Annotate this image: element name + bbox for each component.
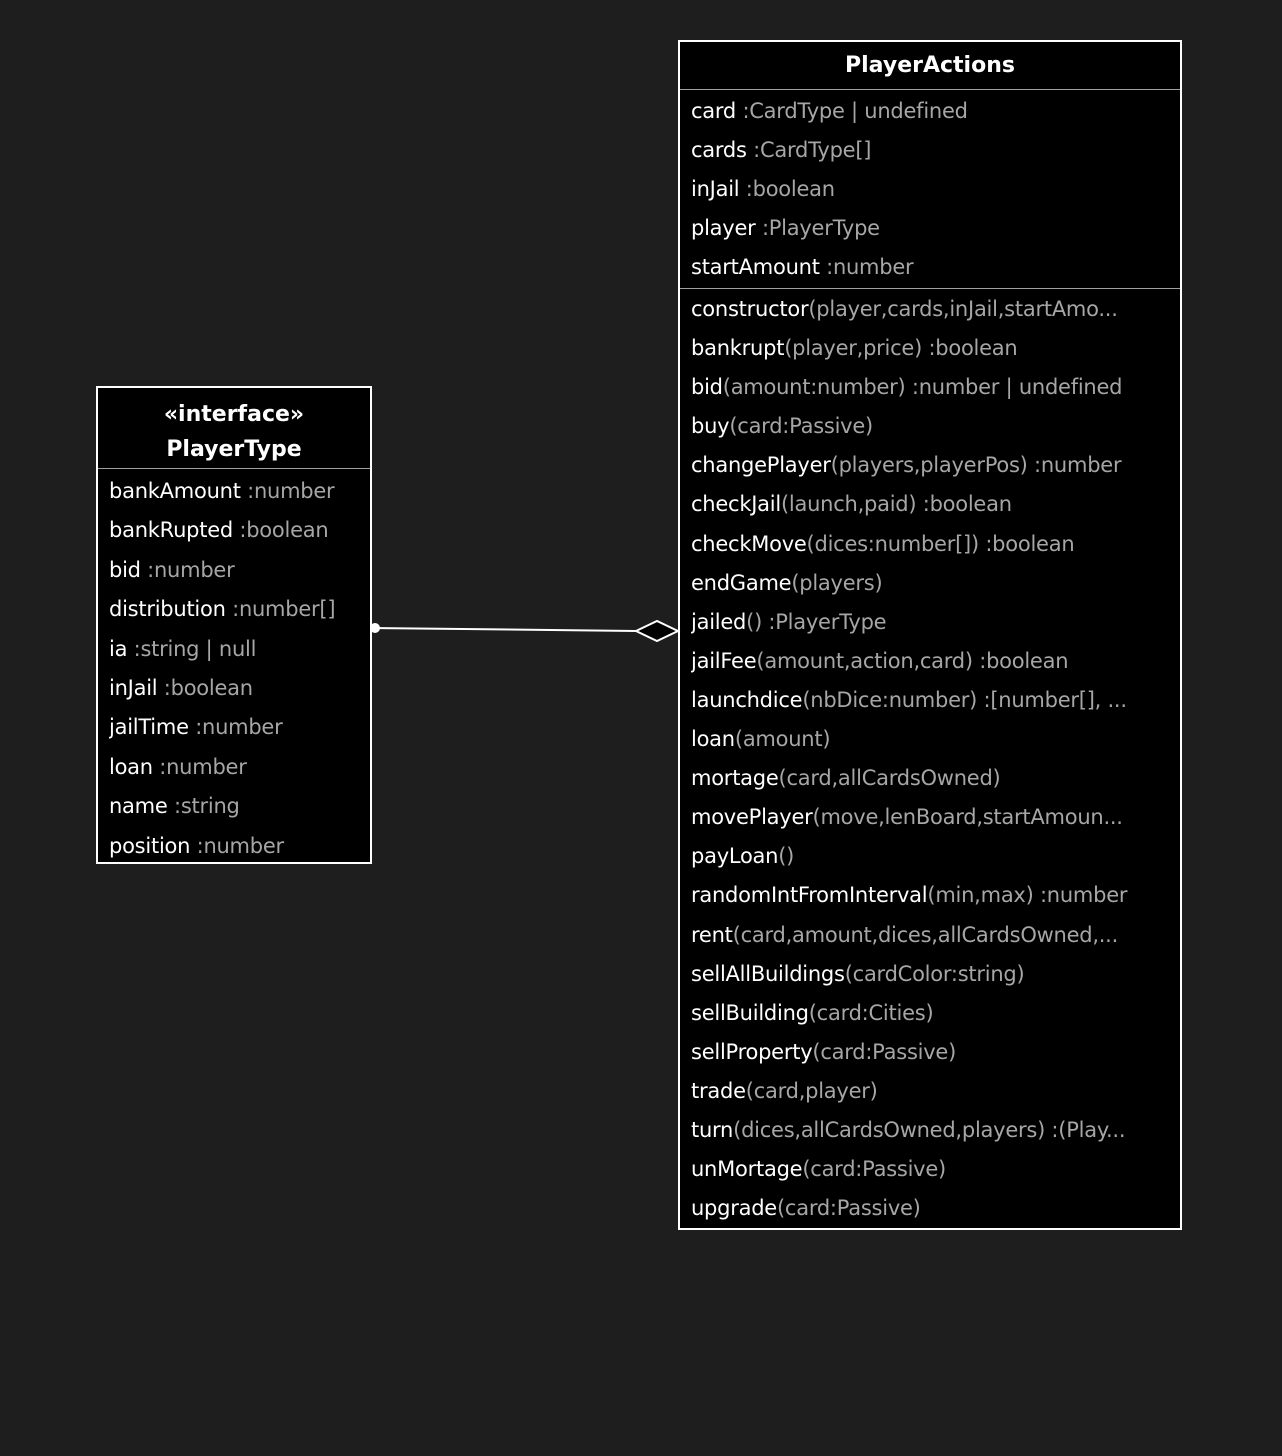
member-name: checkJail — [691, 492, 781, 517]
member-name: movePlayer — [691, 805, 813, 830]
member-name: upgrade — [691, 1196, 777, 1221]
relation-line — [375, 628, 636, 631]
member-type: :CardType[] — [746, 138, 872, 163]
member-name: mortage — [691, 766, 779, 791]
member-name: launchdice — [691, 687, 803, 712]
member-type: (dices:number[]) :boolean — [806, 531, 1075, 556]
member-name: startAmount — [691, 255, 820, 280]
member-name: sellAllBuildings — [691, 961, 845, 986]
member-name: rent — [691, 922, 733, 947]
member-type: (card:Passive) — [802, 1157, 946, 1182]
member-name: loan — [109, 754, 153, 779]
member-name: bid — [691, 375, 723, 400]
member-name: endGame — [691, 570, 792, 595]
class-name-player-type: PlayerType — [166, 437, 302, 462]
member-type: (nbDice:number) :[number[], ... — [802, 687, 1127, 712]
member-type: (cardColor:string) — [844, 961, 1025, 986]
member-name: checkMove — [691, 531, 807, 556]
member-name: card — [691, 99, 737, 123]
member-type: (amount:number) :number | undefined — [722, 375, 1123, 400]
member-type: :string — [167, 794, 240, 819]
class-name-player-actions: PlayerActions — [845, 53, 1015, 78]
member-name: bankAmount — [109, 479, 241, 503]
aggregation-diamond-icon — [636, 621, 678, 641]
member-name: distribution — [109, 597, 226, 622]
member-name: loan — [691, 727, 735, 752]
member-name: ia — [109, 636, 128, 661]
member-type: (amount,action,card) :boolean — [756, 648, 1069, 673]
member-name: bankRupted — [109, 518, 233, 543]
member-type: (card,amount,dices,allCardsOwned,... — [732, 922, 1119, 947]
member-type: :boolean — [232, 518, 329, 543]
member-type: (move,lenBoard,startAmoun... — [812, 805, 1123, 830]
member-type: (player,price) :boolean — [784, 336, 1018, 361]
member-type: :number — [188, 715, 283, 740]
member-name: position — [109, 833, 191, 858]
member-name: sellProperty — [691, 1039, 813, 1064]
member-name: jailTime — [109, 715, 189, 740]
member-type: (card:Passive) — [812, 1039, 957, 1064]
member-type: :number — [819, 255, 914, 280]
member-name: bid — [109, 557, 141, 582]
member-name: inJail — [109, 675, 158, 700]
member-name: sellBuilding — [691, 1000, 809, 1025]
member-type: :CardType | undefined — [736, 99, 968, 123]
member-name: turn — [691, 1117, 734, 1142]
member-type: :boolean — [739, 177, 835, 202]
member-type: (card,allCardsOwned) — [778, 766, 1001, 791]
member-type: (player,cards,inJail,startAmo... — [808, 297, 1118, 321]
member-type: (card:Passive) — [776, 1196, 921, 1221]
member-name: bankrupt — [691, 336, 785, 361]
member-type: () :PlayerType — [746, 609, 887, 634]
member-type: (players,playerPos) :number — [830, 453, 1122, 478]
member-type: :number[] — [225, 597, 336, 622]
member-type: :number — [152, 754, 247, 779]
class-stereotype: «interface» — [163, 402, 305, 427]
member-type: (launch,paid) :boolean — [780, 492, 1012, 517]
member-name: jailed — [691, 609, 747, 634]
member-type: :number — [190, 833, 284, 858]
member-name: name — [109, 794, 168, 819]
member-type: (card:Passive) — [729, 414, 873, 439]
member-type: (dices,allCardsOwned,players) :(Play... — [733, 1117, 1126, 1142]
member-name: inJail — [691, 177, 740, 202]
member-name: buy — [691, 414, 730, 439]
member-type: :number — [140, 557, 235, 582]
member-name: jailFee — [691, 648, 757, 673]
member-type: (card:Cities) — [808, 1000, 934, 1025]
member-type: :string | null — [127, 636, 257, 661]
member-name: constructor — [691, 297, 809, 321]
member-name: player — [691, 216, 756, 241]
member-type: :PlayerType — [755, 216, 880, 241]
member-type: (min,max) :number — [927, 883, 1128, 908]
member-type: (card,player) — [745, 1078, 878, 1103]
member-name: unMortage — [691, 1157, 803, 1182]
member-type: () — [778, 844, 795, 869]
member-name: changePlayer — [691, 453, 831, 478]
member-name: payLoan — [691, 844, 779, 869]
member-name: randomIntFromInterval — [691, 883, 928, 908]
member-type: :boolean — [157, 675, 253, 700]
member-type: (players) — [791, 570, 883, 595]
member-name: trade — [691, 1078, 746, 1103]
member-type: (amount) — [734, 727, 831, 752]
member-name: cards — [691, 138, 747, 163]
relation-endpoint-dot — [370, 623, 380, 633]
member-type: :number — [240, 479, 335, 503]
